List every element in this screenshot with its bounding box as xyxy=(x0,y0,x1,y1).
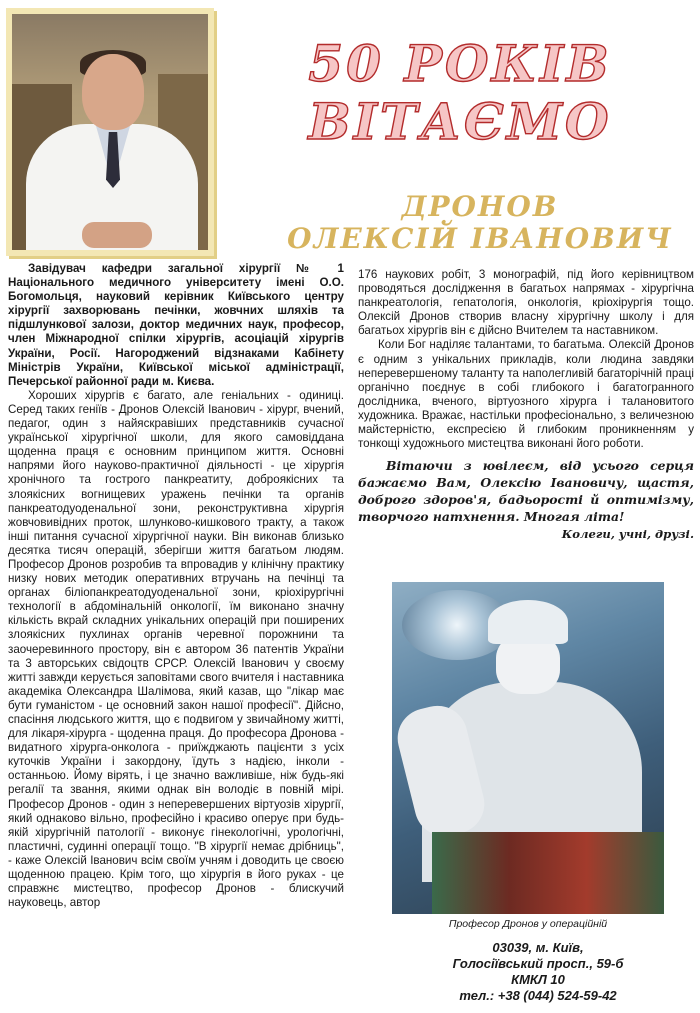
body-paragraph-talents: Коли Бог наділяє талантами, то багатьма. Олексій Дронов є одним з унікальних прикладів, коли людина завдяки неперевершеному таланту та наполегливій багаторічній праці органічно поєднує в собі глибокого і багатогранного дослідника, вченого, віртуозного хірурга і талановитого художника. Вражає, настільки професіонально, з величезною майстерністю, експресією й глибоким проникненням у тонкощі художнього мистецтва виконані його роботи. xyxy=(358,338,694,451)
signature: Колеги, учні, друзі. xyxy=(561,527,694,542)
phone-line: тел.: +38 (044) 524-59-42 xyxy=(459,988,617,1003)
contact-address xyxy=(420,940,656,1004)
honoree-given-name: ОЛЕКСІЙ ІВАНОВИЧ xyxy=(287,222,673,255)
greeting: Вітаючи з ювілеєм, від усього серця бажаємо Вам, Олексію Івановичу, щастя, доброго здоров'я, бадьорості й оптимізму, творчого натхнення. Многая літа! xyxy=(358,458,694,525)
portrait-frame xyxy=(6,8,214,256)
article-column-right xyxy=(358,268,694,541)
surgery-photo xyxy=(392,582,664,914)
photo-caption: Професор Дронов у операційній xyxy=(448,918,608,930)
headline-years: 50 РОКІВ xyxy=(308,34,612,93)
portrait-photo xyxy=(12,14,208,250)
address-line: КМКЛ 10 xyxy=(511,972,565,987)
address-line: 03039, м. Київ, xyxy=(492,940,584,955)
lead-paragraph: Завідувач кафедри загальної хірургії № 1 Національного медичного університету імені О.О. Богомольця, науковий керівник Київського центру хірургії захворювань печінки, жовчних шляхів та підшлункової залози, доктор медичних наук, професор, член Міжнародної спілки хірургів, асоціацій хірургів України, Росії. Нагороджений відзнаками Кабінету Міністрів України, Київської міської адміністрації, Печерської районної ради м. Києва. xyxy=(8,262,344,388)
address-line: Голосіївський просп., 59-б xyxy=(452,956,624,971)
headline-congrats: ВІТАЄМО xyxy=(308,92,612,151)
body-paragraph: Хороших хірургів є багато, але геніальних - одиниці. Серед таких геніїв - Дронов Олексій Іванович - хірург, вчений, педагог, один з найяскравіших представників сучасної української хірургічної школи, для якого самовіддана щоденна праця є основним принципом життя. Основні напрями його науково-практичної діяльності - це хірургія хронічного та гострого панкреатиту, доброякісних та злоякісних вогнищевих уражень печінки та органів панкреатодуоденальної зони, реконструктивна хірургія жовчовивідних проток, шлунково-кишкового тракту, а також інші питання сучасної хірургічної науки. Він виконав близько десятка тисяч операцій, зберігши життя багатьом людям. Професор Дронов розробив та впровадив у клінічну практику низку нових методик оперативних втручань на печінці та органах біліопанкреатодуоденальної зони, кріохірургічні технології в абдомінальній онкології, їм виконано значну кількість вкрай складних унікальних операцій при поширених злоякісних пухлинах органів черевної порожнини та заочеревинного простору, він є автором 36 патентів України та 3 авторських свідоцтв СРСР. Олексій Іванович у своєму житті завжди керується заповітами свого вчителя і наставника академіка Олександра Шалімова, який казав, що "лікар має бути гуманістом - це основний закон нашої професії". Дійсно, спасіння людського життя, що є подвигом у звичайному житті, для лікаря-хірурга - щоденна праця. До професора Дронова - видатного хірурга-онколога - приїжджають пацієнти з усіх куточків України і закордону, їдуть з надією, інколи - останньою. Йому вірять, і це значно важливіше, ніж будь-які регалії та звання, якими однак він володіє в повній мірі. Професор Дронов - один з неперевершених віртуозів хірургії, який однаково вільно, професійно і красиво оперує при будь-якій хірургічній патології - виконує гінекологічні, урологічні, пластичні, судинні операції тощо. "В хірургії немає дрібниць", - каже Олексій Іванович всім своїм учням і доводить це своєю щоденною працею. Крім того, що хірургія в його руках - це справжнє мистецтво, професор Дронов - блискучий науковець, автор xyxy=(8,388,344,910)
body-paragraph-continued: 176 наукових робіт, 3 монографій, під його керівництвом проводяться дослідження в багатьох напрямах - хірургічна панкреатологія, гепатологія, онкологія, кріохірургія тощо. Олексій Дронов створив власну хірургічну школу і для багатьох хірургів він є дійсно Вчителем та наставником. xyxy=(358,268,694,338)
honoree-surname: ДРОНОВ xyxy=(401,190,559,223)
article-column-left xyxy=(8,262,344,910)
